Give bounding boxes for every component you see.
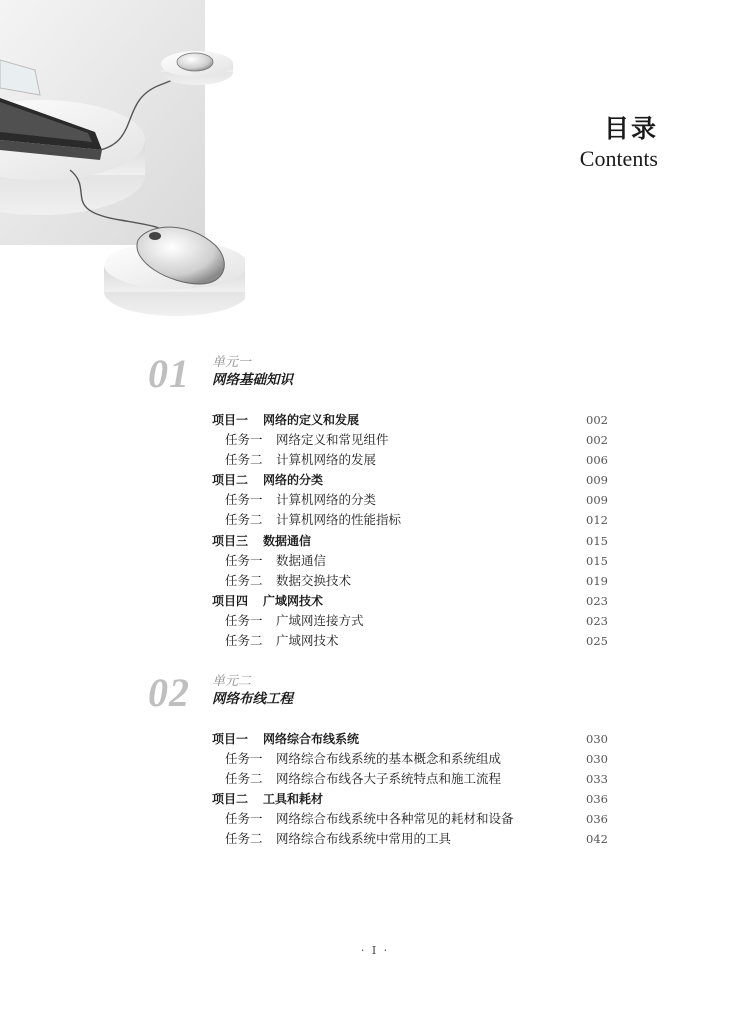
entry-number: 项目二 (212, 792, 249, 807)
entry-title: 数据通信 (263, 533, 312, 548)
entry-number: 任务二 (225, 572, 263, 588)
toc-entry-task[interactable] (148, 450, 608, 470)
page-number: · Ⅰ · (360, 944, 390, 957)
entry-number: 任务二 (225, 771, 263, 787)
toc-entry-task[interactable] (148, 769, 608, 789)
toc-entry-project[interactable] (148, 729, 608, 749)
toc-entry-task[interactable] (148, 510, 608, 530)
entry-page: 019 (586, 573, 608, 588)
entry-title: 工具和耗材 (263, 792, 324, 807)
entry-page: 042 (586, 832, 608, 847)
toc-entry-project[interactable] (148, 410, 608, 430)
entry-number: 任务二 (225, 512, 263, 528)
toc-list (148, 729, 608, 850)
unit-header (148, 671, 608, 719)
entry-number: 项目一 (212, 732, 249, 746)
toc-entry-task[interactable] (148, 829, 608, 849)
toc-list (148, 410, 608, 651)
entry-title: 计算机网络的发展 (276, 452, 377, 468)
toc-entry-project[interactable] (148, 591, 608, 611)
toc-entry-task[interactable] (148, 749, 608, 769)
entry-page: 030 (586, 732, 608, 746)
entry-title: 网络综合布线各大子系统特点和施工流程 (276, 771, 502, 787)
toc-entry-project[interactable] (148, 470, 608, 490)
unit-section (148, 352, 608, 651)
toc-entry-task[interactable] (148, 490, 608, 510)
entry-page: 009 (586, 493, 608, 508)
entry-title: 网络的定义和发展 (263, 413, 360, 427)
toc-entry-project[interactable] (148, 531, 608, 551)
entry-title: 广域网连接方式 (276, 612, 364, 628)
unit-number: 01 (148, 351, 190, 396)
entry-page: 002 (586, 433, 608, 448)
entry-page: 025 (586, 634, 608, 649)
entry-number: 项目三 (212, 533, 249, 548)
toc-title: 目录 (603, 114, 658, 143)
entry-number: 任务二 (225, 831, 263, 847)
entry-page: 002 (586, 413, 608, 427)
toc-entry-task[interactable] (148, 611, 608, 631)
entry-title: 网络综合布线系统中各种常见的耗材和设备 (276, 811, 514, 827)
entry-page: 023 (586, 613, 608, 628)
toc-entry-task[interactable] (148, 551, 608, 571)
entry-title: 网络综合布线系统的基本概念和系统组成 (276, 751, 502, 767)
entry-number: 项目二 (212, 473, 249, 488)
entry-page: 009 (586, 473, 608, 488)
entry-title: 数据通信 (276, 552, 327, 568)
entry-number: 项目一 (212, 413, 249, 427)
entry-page: 036 (586, 792, 608, 807)
entry-number: 任务一 (225, 432, 263, 448)
entry-number: 任务二 (225, 452, 263, 468)
unit-name: 网络布线工程 (212, 691, 293, 707)
entry-page: 015 (586, 533, 608, 548)
entry-title: 广域网技术 (276, 633, 339, 649)
entry-page: 023 (586, 593, 608, 608)
entry-page: 033 (586, 772, 608, 787)
entry-number: 任务二 (225, 633, 263, 649)
entry-title: 网络定义和常见组件 (276, 432, 389, 448)
entry-page: 015 (586, 553, 608, 568)
entry-title: 网络的分类 (263, 473, 324, 488)
entry-page: 012 (586, 513, 608, 528)
entry-title: 数据交换技术 (276, 572, 352, 588)
unit-number: 02 (148, 670, 190, 715)
entry-title: 计算机网络的性能指标 (276, 512, 402, 528)
entry-page: 030 (586, 752, 608, 767)
entry-number: 任务一 (225, 552, 263, 568)
entry-number: 任务一 (225, 751, 263, 767)
toc-entry-task[interactable] (148, 631, 608, 651)
unit-label: 单元一 (212, 355, 252, 370)
entry-number: 任务一 (225, 612, 263, 628)
unit-label: 单元二 (212, 674, 252, 689)
unit-header (148, 352, 608, 400)
toc-entry-project[interactable] (148, 789, 608, 809)
toc-entry-task[interactable] (148, 571, 608, 591)
mouse-small-icon (177, 53, 213, 71)
entry-title: 网络综合布线系统 (263, 732, 360, 746)
entry-page: 006 (586, 453, 608, 468)
entry-number: 任务一 (225, 811, 263, 827)
toc-entry-task[interactable] (148, 809, 608, 829)
entry-page: 036 (586, 812, 608, 827)
entry-title: 网络综合布线系统中常用的工具 (276, 831, 452, 847)
toc-heading (580, 112, 658, 172)
entry-number: 任务一 (225, 492, 263, 508)
entry-number: 项目四 (212, 593, 249, 608)
toc-entry-task[interactable] (148, 430, 608, 450)
toc-subtitle: Contents (579, 146, 658, 171)
unit-section (148, 671, 608, 850)
entry-title: 计算机网络的分类 (276, 492, 377, 508)
cover-illustration (0, 0, 245, 320)
unit-name: 网络基础知识 (212, 372, 293, 388)
entry-title: 广域网技术 (263, 593, 324, 608)
